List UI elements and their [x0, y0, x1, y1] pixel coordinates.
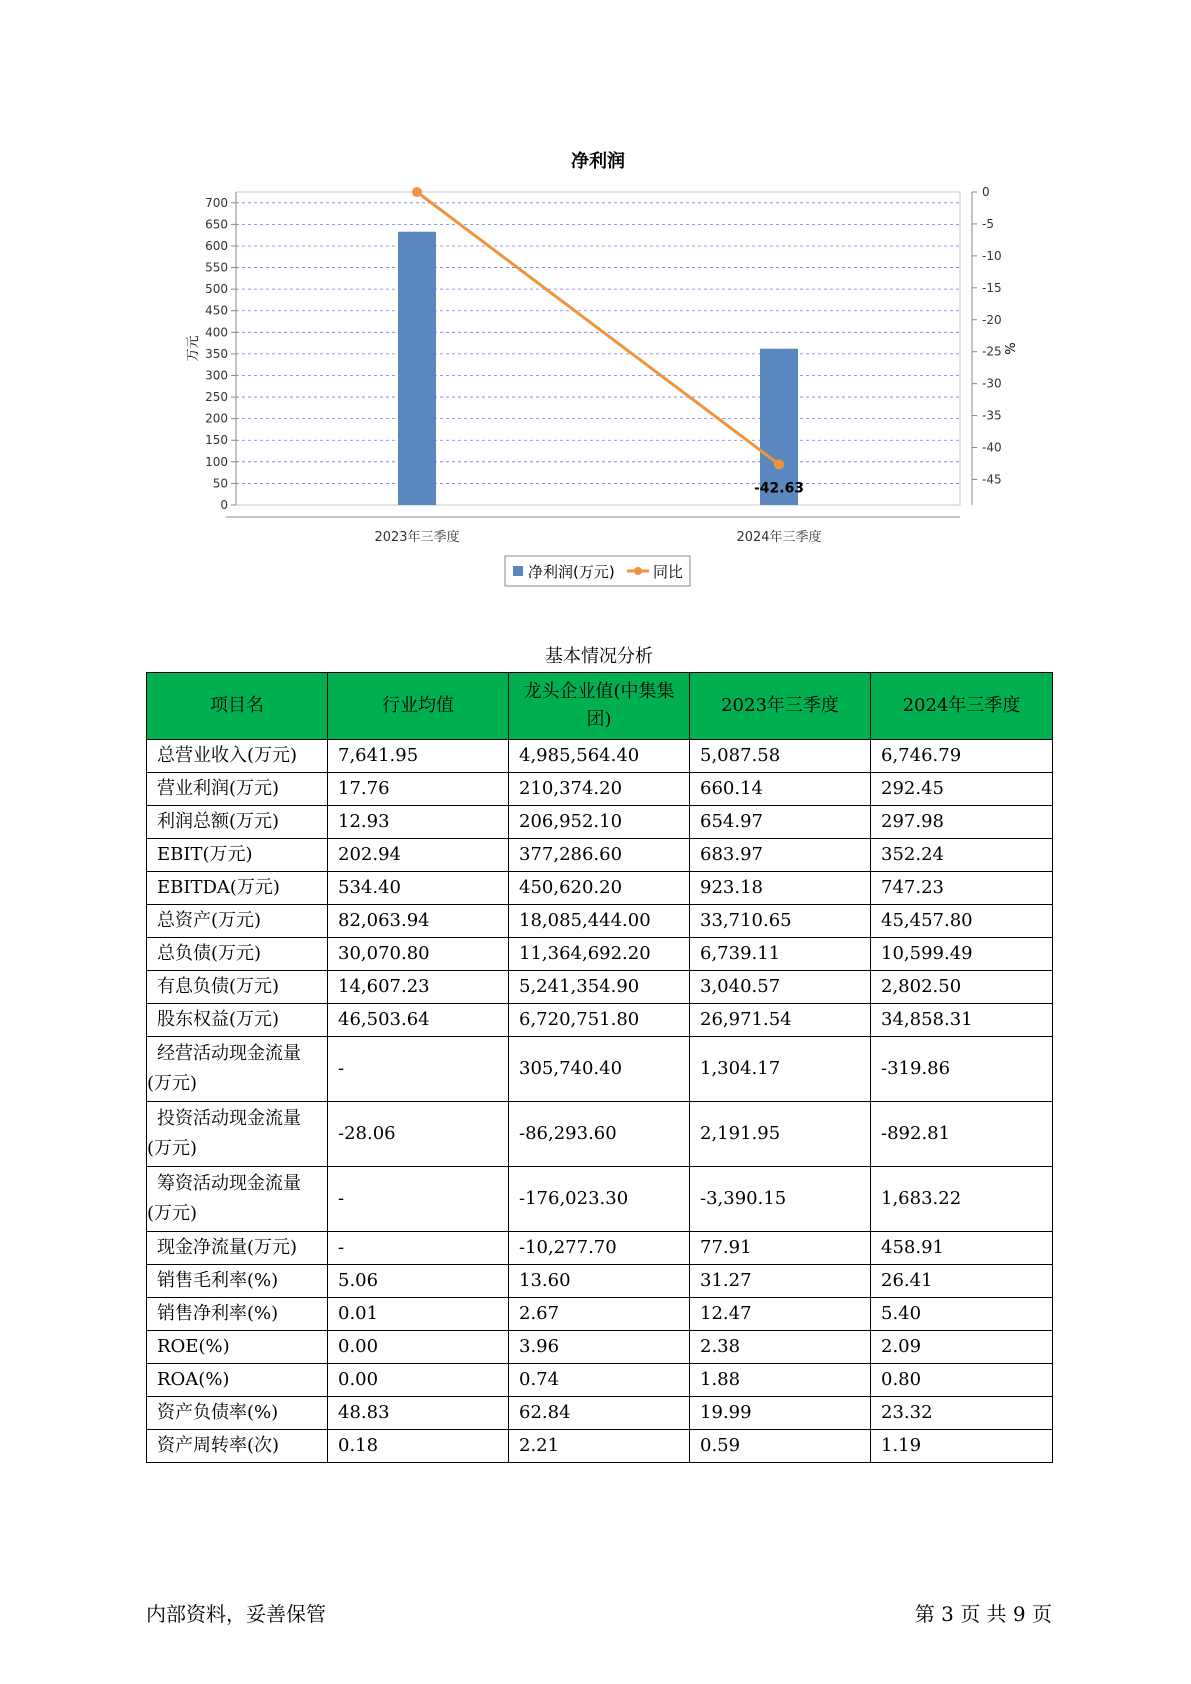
table-row	[147, 1430, 1053, 1463]
yoy-point	[412, 187, 422, 197]
table-cell: -319.86	[871, 1037, 1053, 1102]
data-label: -42.63	[753, 480, 805, 497]
plot-area	[236, 192, 960, 505]
table-row	[147, 1265, 1053, 1298]
y-tick-label: 600	[205, 238, 228, 253]
y2-tick-label: -30	[982, 376, 1002, 391]
table-cell: 0.01	[328, 1298, 509, 1331]
table-cell: 654.97	[690, 806, 871, 839]
table-cell: 5.06	[328, 1265, 509, 1298]
y-tick-label: 500	[205, 282, 228, 297]
table-cell: 4,985,564.40	[509, 740, 690, 773]
table-cell: -3,390.15	[690, 1167, 871, 1232]
table-cell: 1,683.22	[871, 1167, 1053, 1232]
column-header: 龙头企业值(中集集团)	[509, 673, 690, 740]
y2-tick-label: -35	[982, 408, 1002, 423]
row-label: 有息负债(万元)	[147, 971, 328, 1004]
row-label: 总负债(万元)	[147, 938, 328, 971]
table-cell: 0.18	[328, 1430, 509, 1463]
yoy-point	[774, 459, 784, 469]
y2-tick-label: -20	[982, 312, 1002, 327]
table-cell: 19.99	[690, 1397, 871, 1430]
table-cell: 2,191.95	[690, 1102, 871, 1167]
table-row	[147, 1298, 1053, 1331]
table-cell: 3,040.57	[690, 971, 871, 1004]
table-cell: 17.76	[328, 773, 509, 806]
table-cell: 1.88	[690, 1364, 871, 1397]
row-label: 营业利润(万元)	[147, 773, 328, 806]
table-row	[147, 872, 1053, 905]
table-cell: 46,503.64	[328, 1004, 509, 1037]
table-cell: 2.67	[509, 1298, 690, 1331]
table-row	[147, 1167, 1053, 1232]
row-label: 资产周转率(次)	[147, 1430, 328, 1463]
x-tick-label: 2024年三季度	[736, 530, 822, 545]
chart-canvas	[0, 0, 1191, 600]
row-label: ROA(%)	[147, 1364, 328, 1397]
table-row	[147, 1397, 1053, 1430]
table-row	[147, 1364, 1053, 1397]
column-header: 2023年三季度	[690, 673, 871, 740]
row-label: 经营活动现金流量(万元)	[147, 1037, 328, 1102]
table-cell: 5,241,354.90	[509, 971, 690, 1004]
table-cell: 923.18	[690, 872, 871, 905]
row-label: 资产负债率(%)	[147, 1397, 328, 1430]
table-row	[147, 740, 1053, 773]
table-cell: -86,293.60	[509, 1102, 690, 1167]
row-label: 总资产(万元)	[147, 905, 328, 938]
table-cell: 683.97	[690, 839, 871, 872]
y-tick-label: 150	[205, 433, 228, 448]
table-row	[147, 971, 1053, 1004]
legend-label-line: 同比	[653, 563, 684, 581]
table-row	[147, 1102, 1053, 1167]
table-cell: 0.00	[328, 1331, 509, 1364]
table-cell: 18,085,444.00	[509, 905, 690, 938]
y-tick-label: 100	[205, 454, 228, 469]
y2-tick-label: -10	[982, 248, 1002, 263]
y2-tick-label: -45	[982, 472, 1002, 487]
column-header: 行业均值	[328, 673, 509, 740]
table-cell: 30,070.80	[328, 938, 509, 971]
table-cell: -	[328, 1037, 509, 1102]
table-cell: 202.94	[328, 839, 509, 872]
row-label: 筹资活动现金流量(万元)	[147, 1167, 328, 1232]
table-cell: 10,599.49	[871, 938, 1053, 971]
table-cell: 534.40	[328, 872, 509, 905]
table-cell: 14,607.23	[328, 971, 509, 1004]
legend-swatch-point	[634, 567, 642, 575]
y-tick-label: 350	[205, 346, 228, 361]
table-cell: 1,304.17	[690, 1037, 871, 1102]
y-tick-label: 200	[205, 411, 228, 426]
table-row	[147, 1037, 1053, 1102]
y2-tick-label: -25	[982, 344, 1002, 359]
row-label: ROE(%)	[147, 1331, 328, 1364]
table-cell: 660.14	[690, 773, 871, 806]
table-cell: 26,971.54	[690, 1004, 871, 1037]
table-cell: 48.83	[328, 1397, 509, 1430]
table-cell: 23.32	[871, 1397, 1053, 1430]
y-tick-label: 700	[205, 195, 228, 210]
table-cell: 2.38	[690, 1331, 871, 1364]
table-cell: -	[328, 1167, 509, 1232]
table-cell: 77.91	[690, 1232, 871, 1265]
table-cell: 12.93	[328, 806, 509, 839]
table-cell: 82,063.94	[328, 905, 509, 938]
y2-axis-label: %	[1001, 342, 1016, 355]
row-label: 现金净流量(万元)	[147, 1232, 328, 1265]
table-cell: 292.45	[871, 773, 1053, 806]
row-label: EBIT(万元)	[147, 839, 328, 872]
table-cell: -176,023.30	[509, 1167, 690, 1232]
table-cell: 6,746.79	[871, 740, 1053, 773]
table-cell: 5.40	[871, 1298, 1053, 1331]
y2-tick-label: -40	[982, 440, 1002, 455]
table-cell: 0.00	[328, 1364, 509, 1397]
table-row	[147, 1232, 1053, 1265]
y-tick-label: 50	[212, 476, 228, 491]
row-label: 股东权益(万元)	[147, 1004, 328, 1037]
table-cell: 0.59	[690, 1430, 871, 1463]
table-cell: 0.74	[509, 1364, 690, 1397]
table-cell: 26.41	[871, 1265, 1053, 1298]
table-cell: 1.19	[871, 1430, 1053, 1463]
table-cell: -10,277.70	[509, 1232, 690, 1265]
row-label: 投资活动现金流量(万元)	[147, 1102, 328, 1167]
table-cell: 11,364,692.20	[509, 938, 690, 971]
y2-tick-label: -5	[982, 216, 994, 231]
table-caption: 基本情况分析	[545, 646, 653, 667]
row-label: 销售净利率(%)	[147, 1298, 328, 1331]
table-cell: 33,710.65	[690, 905, 871, 938]
table-cell: 34,858.31	[871, 1004, 1053, 1037]
y-tick-label: 250	[205, 390, 228, 405]
table-row	[147, 938, 1053, 971]
table-cell: 210,374.20	[509, 773, 690, 806]
table-cell: 297.98	[871, 806, 1053, 839]
y-tick-label: 450	[205, 303, 228, 318]
table-header-row	[147, 673, 1053, 740]
table-cell: 450,620.20	[509, 872, 690, 905]
net-profit-chart	[0, 0, 1191, 600]
table-cell: 305,740.40	[509, 1037, 690, 1102]
x-tick-label: 2023年三季度	[374, 530, 460, 545]
table-cell: 6,720,751.80	[509, 1004, 690, 1037]
table-row	[147, 839, 1053, 872]
table-cell: 458.91	[871, 1232, 1053, 1265]
footer-page-number: 第 3 页 共 9 页	[914, 1602, 1052, 1626]
row-label: 销售毛利率(%)	[147, 1265, 328, 1298]
legend-label-bar: 净利润(万元)	[528, 563, 615, 581]
table-cell: 12.47	[690, 1298, 871, 1331]
table-row	[147, 1004, 1053, 1037]
table-cell: 3.96	[509, 1331, 690, 1364]
table-row	[147, 905, 1053, 938]
table-body	[147, 740, 1053, 1463]
table-cell: 747.23	[871, 872, 1053, 905]
table-cell: 7,641.95	[328, 740, 509, 773]
table-cell: 0.80	[871, 1364, 1053, 1397]
y2-tick-label: 0	[982, 185, 990, 199]
table-cell: 62.84	[509, 1397, 690, 1430]
y-tick-label: 550	[205, 260, 228, 275]
yoy-line	[417, 192, 779, 464]
column-header: 2024年三季度	[871, 673, 1053, 740]
footer-confidential-note: 内部资料，妥善保管	[146, 1602, 326, 1626]
table-row	[147, 806, 1053, 839]
table-cell: 31.27	[690, 1265, 871, 1298]
table-row	[147, 1331, 1053, 1364]
analysis-table	[146, 672, 1053, 1463]
y-tick-label: 400	[205, 325, 228, 340]
table-cell: 45,457.80	[871, 905, 1053, 938]
legend-swatch-bar	[513, 566, 523, 576]
table-cell: 6,739.11	[690, 938, 871, 971]
row-label: 总营业收入(万元)	[147, 740, 328, 773]
chart-title: 净利润	[571, 151, 625, 172]
table-cell: 352.24	[871, 839, 1053, 872]
row-label: 利润总额(万元)	[147, 806, 328, 839]
y-tick-label: 0	[220, 498, 228, 512]
table-cell: 206,952.10	[509, 806, 690, 839]
y-tick-label: 300	[205, 368, 228, 383]
table-cell: 2.21	[509, 1430, 690, 1463]
row-label: EBITDA(万元)	[147, 872, 328, 905]
table-cell: 377,286.60	[509, 839, 690, 872]
table-cell: 5,087.58	[690, 740, 871, 773]
table-cell: 13.60	[509, 1265, 690, 1298]
table-cell: -	[328, 1232, 509, 1265]
table-cell: -28.06	[328, 1102, 509, 1167]
table-cell: 2,802.50	[871, 971, 1053, 1004]
column-header: 项目名	[147, 673, 328, 740]
table-row	[147, 773, 1053, 806]
bar	[398, 232, 436, 505]
y-axis-label: 万元	[186, 335, 201, 362]
table-cell: 2.09	[871, 1331, 1053, 1364]
y-tick-label: 650	[205, 217, 228, 232]
table-cell: -892.81	[871, 1102, 1053, 1167]
y2-tick-label: -15	[982, 280, 1002, 295]
